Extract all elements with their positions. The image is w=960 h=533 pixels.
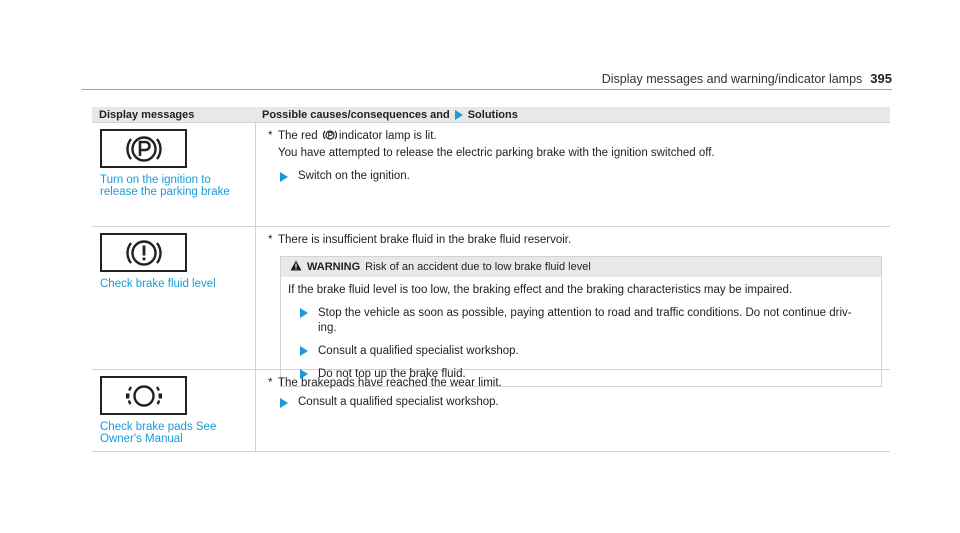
- solution-text: Do not top up the brake fluid.: [318, 368, 466, 380]
- solution-arrow-icon: [300, 308, 308, 318]
- causes-cell: [256, 370, 890, 451]
- display-message-cell: [92, 227, 256, 369]
- solution-line: Stop the vehicle as soon as possible, paying attention to road and traffic conditions. Do not continue driv-: [318, 307, 852, 319]
- solution-step: [278, 170, 882, 182]
- parking-brake-icon: [100, 129, 187, 168]
- solution-step: [298, 306, 873, 336]
- table-row: [92, 122, 890, 226]
- label-line: Turn on the ignition to: [100, 174, 211, 186]
- col-header-solutions-text: Solutions: [467, 108, 518, 121]
- solution-step: [298, 344, 873, 359]
- causes-cell: [256, 123, 890, 226]
- label-line: Check brake pads See: [100, 421, 217, 433]
- cause-text: indicator lamp is lit.: [338, 130, 437, 142]
- parking-lamp-icon: [323, 129, 337, 146]
- solution-text: Consult a qualified specialist workshop.: [318, 345, 519, 357]
- solution-arrow-icon: [455, 110, 463, 120]
- page-header: [602, 71, 892, 86]
- cause-text: The brakepads have reached the wear limit.: [278, 377, 502, 389]
- display-message-label: [100, 421, 250, 445]
- label-line: Owner's Manual: [100, 433, 183, 445]
- messages-table: [92, 107, 890, 452]
- solution-text: [318, 306, 852, 336]
- cause-text: There is insufficient brake fluid in the brake fluid reservoir.: [278, 234, 572, 246]
- cause-detail: You have attempted to release the electric parking brake with the ignition switched off.: [278, 147, 715, 159]
- col-header-causes: [256, 109, 890, 121]
- warning-box: [280, 256, 882, 387]
- brake-pads-icon: [100, 376, 187, 415]
- solution-arrow-icon: [280, 398, 288, 408]
- col-header-causes-text: Possible causes/consequences and: [262, 108, 450, 121]
- bullet-star: *: [268, 130, 273, 142]
- warning-header: [281, 257, 881, 277]
- cause-line: [268, 129, 882, 146]
- warning-body-text: If the brake fluid level is too low, the braking effect and the braking characteristics may be impaired.: [288, 284, 793, 296]
- cause-line: [268, 376, 882, 391]
- solution-arrow-icon: [280, 172, 288, 182]
- warning-triangle-icon: [290, 260, 302, 274]
- solution-step: [278, 396, 882, 408]
- page-header-title: Display messages and warning/indicator lamps: [601, 72, 863, 86]
- bullet-star: *: [268, 234, 273, 246]
- table-row: [92, 226, 890, 380]
- solution-arrow-icon: [300, 346, 308, 356]
- display-message-label: Check brake fluid level: [100, 278, 216, 290]
- display-message-cell: [92, 370, 256, 451]
- col-header-display-messages: Display messages: [99, 108, 195, 121]
- warning-text: Risk of an accident due to low brake fluid level: [365, 261, 591, 273]
- brake-warning-icon: [100, 233, 187, 272]
- bullet-star: *: [268, 377, 273, 389]
- label-line: release the parking brake: [100, 186, 230, 198]
- cause-text: The red: [278, 130, 318, 142]
- causes-cell: [256, 227, 890, 380]
- solution-line: ing.: [318, 322, 337, 334]
- display-message-cell: [92, 123, 256, 226]
- page-number: 395: [870, 71, 892, 86]
- solution-text: Switch on the ignition.: [298, 170, 410, 182]
- table-header: [92, 107, 890, 122]
- table-row: [92, 369, 890, 451]
- header-rule: [82, 89, 892, 90]
- display-message-label: [100, 174, 250, 198]
- warning-title: WARNING: [307, 261, 361, 273]
- cause-line: [268, 233, 882, 248]
- solution-text: Consult a qualified specialist workshop.: [298, 396, 499, 408]
